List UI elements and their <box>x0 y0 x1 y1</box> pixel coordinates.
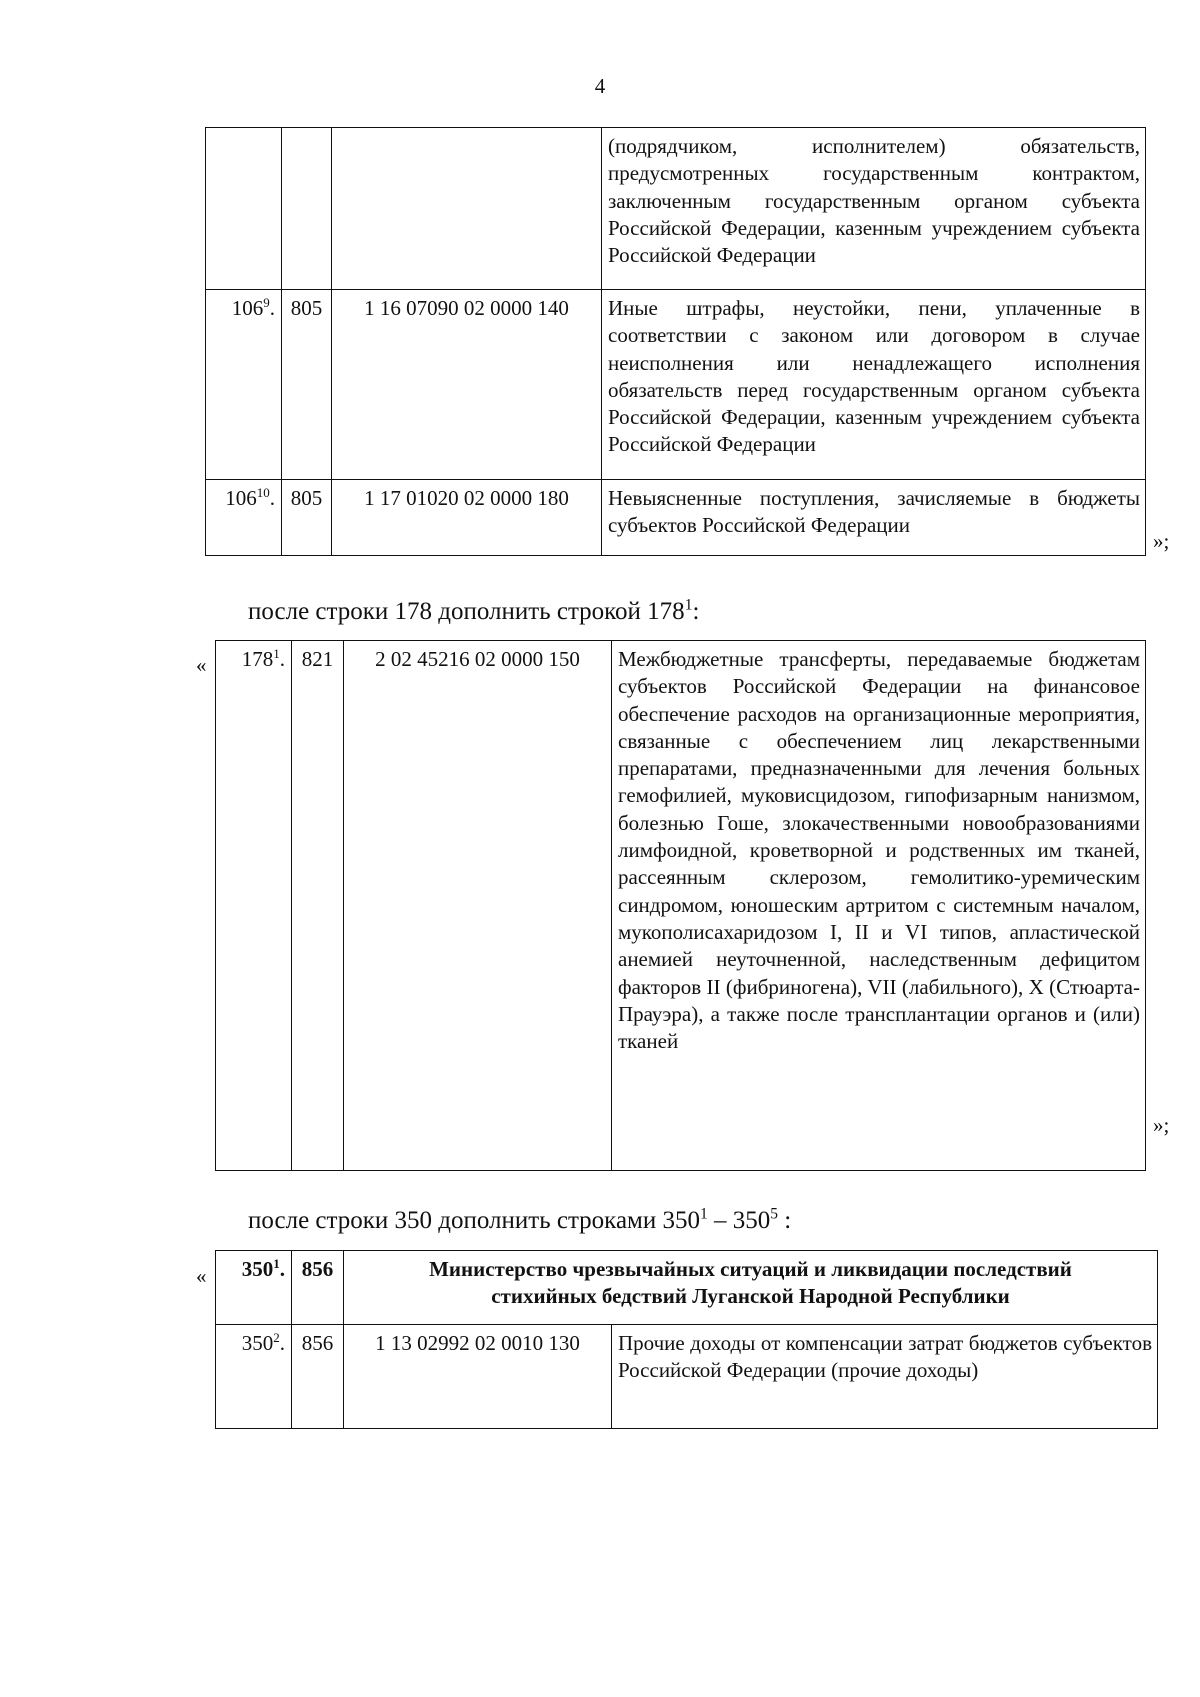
table-row <box>216 1251 1158 1325</box>
opening-quote: « <box>196 653 207 677</box>
table-row-178-1 <box>215 640 1146 1171</box>
kbk-code: 1 17 01020 02 0000 180 <box>332 480 602 556</box>
admin-code: 821 <box>292 641 344 1171</box>
table-row <box>216 1325 1158 1429</box>
admin-code: 805 <box>282 480 332 556</box>
row-number: $178^1$. <box>216 641 292 1171</box>
row-description: Межбюджетные трансферты, передаваемые бюджетам субъектов Российской Федерации на финансовое обеспечение расходов на организационные мероприятия, связанные с обеспечением лиц лекарственными препаратами, предназначенными для лечения больных гемофилией, муковисцидозом, гипофизарным нанизмом, болезнью Гоше, злокачественными новообразованиями лимфоидной, кроветворной и родственных им тканей, рассеянным склерозом, гемолитико-уремическим синдромом, юношеским артритом с системным началом, мукополисахаридозом I, II и VI типов, апластической анемией неуточненной, наследственным дефицитом факторов II (фибриногена), VII (лабильного), X (Стюарта-Прауэра), а также после трансплантации органов и (или) тканей <box>612 641 1146 1171</box>
admin-code: 856 <box>292 1325 344 1429</box>
row-description: Прочие доходы от компенсации затрат бюджетов субъектов Российской Федерации (прочие доходы) <box>612 1325 1158 1429</box>
row-description: Невыясненные поступления, зачисляемые в бюджеты субъектов Российской Федерации <box>602 480 1146 556</box>
row-number: $106^9$. <box>206 290 282 480</box>
kbk-code: 1 16 07090 02 0000 140 <box>332 290 602 480</box>
row-number: $350^1$. <box>216 1251 292 1325</box>
table-row <box>206 480 1146 556</box>
kbk-code <box>332 128 602 290</box>
ministry-title: Министерство чрезвычайных ситуаций и ликвидации последствий стихийных бедствий Луганской Народной Республики <box>344 1251 1158 1325</box>
row-number: $106^{10}$. <box>206 480 282 556</box>
admin-code <box>282 128 332 290</box>
closing-quote: »; <box>1153 529 1170 553</box>
opening-quote: « <box>196 1264 207 1288</box>
amendment-instruction: после строки 178 дополнить строкой $178^1$: <box>248 596 700 625</box>
table-continuation <box>205 127 1146 556</box>
kbk-code: 2 02 45216 02 0000 150 <box>344 641 612 1171</box>
page-number: 4 <box>594 74 606 98</box>
closing-quote: »; <box>1153 1113 1170 1137</box>
table-row <box>206 290 1146 480</box>
table-rows-350 <box>215 1250 1158 1429</box>
row-description: Иные штрафы, неустойки, пени, уплаченные в соответствии с законом или договором в случае неисполнения или ненадлежащего исполнения обязательств перед государственным органом субъекта Российской Федерации, казенным учреждением субъекта Российской Федерации <box>602 290 1146 480</box>
amendment-instruction: после строки 350 дополнить строками $350^1 - 350^5$ : <box>248 1205 792 1234</box>
table-row <box>206 128 1146 290</box>
row-number: $350^2$. <box>216 1325 292 1429</box>
admin-code: 856 <box>292 1251 344 1325</box>
kbk-code: 1 13 02992 02 0010 130 <box>344 1325 612 1429</box>
row-number <box>206 128 282 290</box>
table-row <box>216 641 1146 1171</box>
row-description: (подрядчиком, исполнителем) обязательств, предусмотренных государственным контрактом, заключенным государственным органом субъекта Российской Федерации, казенным учреждением субъекта Российской Федерации <box>602 128 1146 290</box>
admin-code: 805 <box>282 290 332 480</box>
